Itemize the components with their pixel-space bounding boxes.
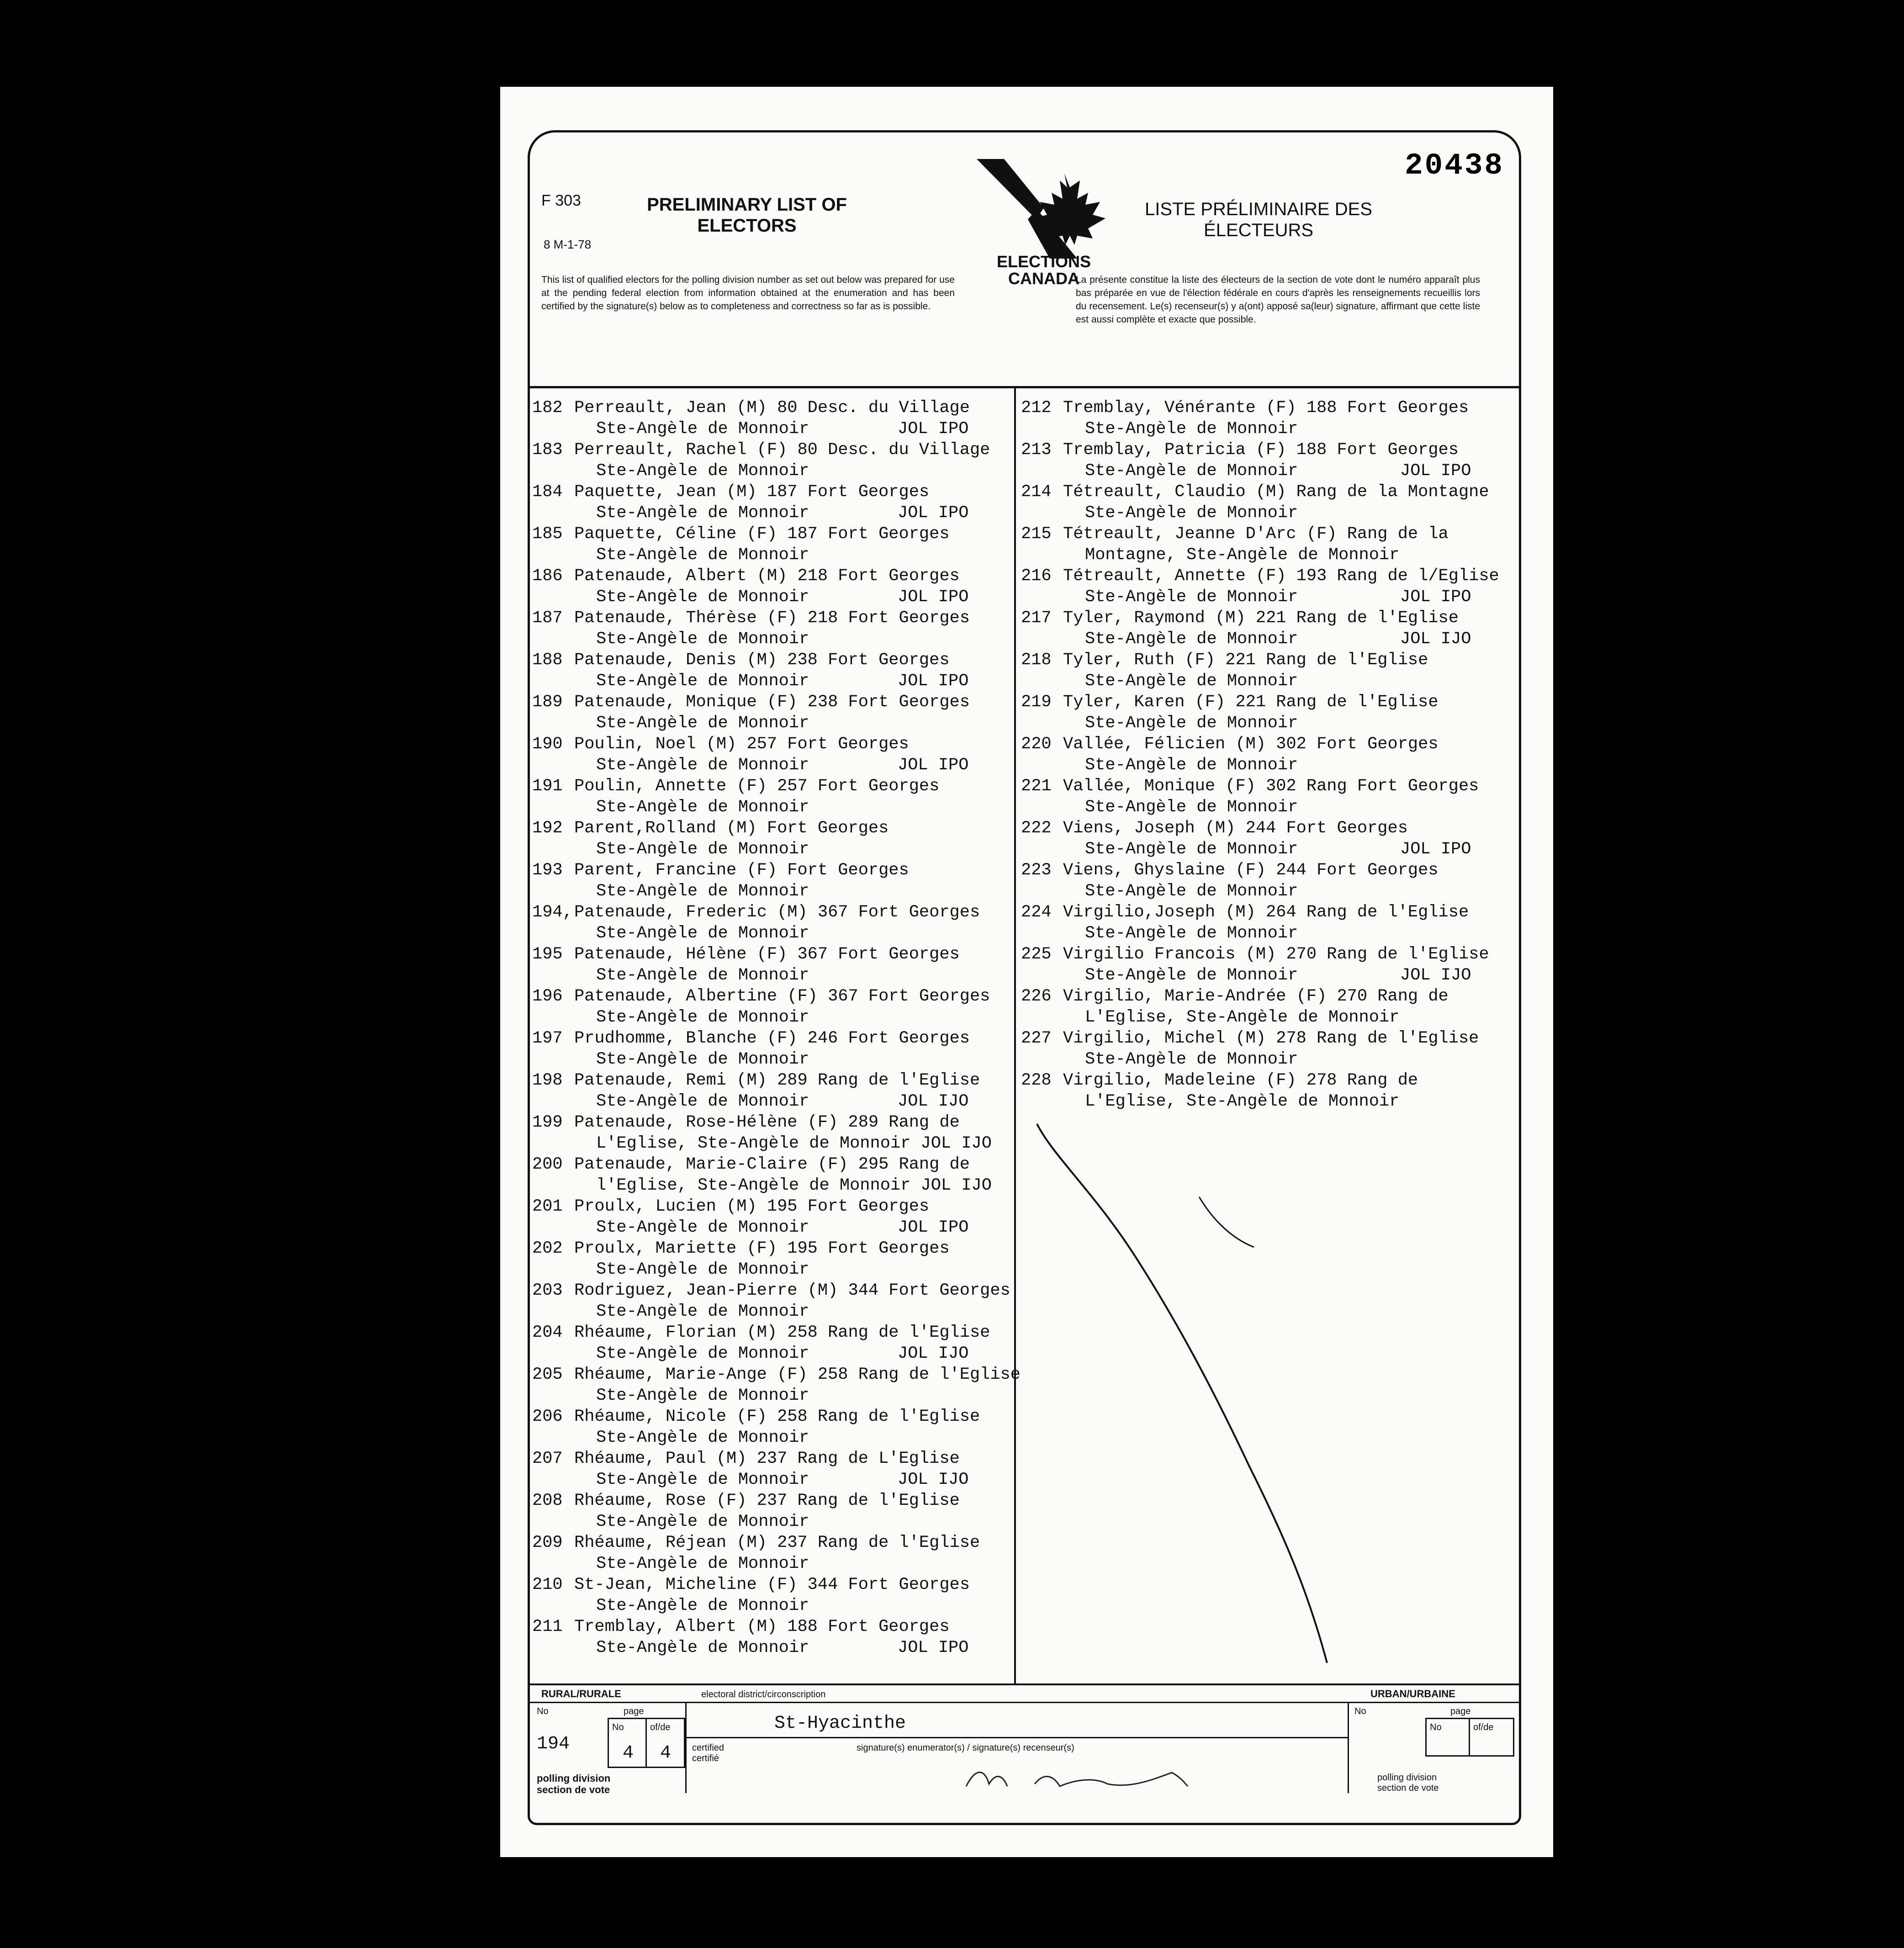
elector-name-address: Patenaude, Albert (M) 218 Fort Georges [574,566,960,586]
column-divider [1014,388,1016,1683]
elector-entry [1021,692,1519,734]
elector-number: 226 [1021,987,1052,1006]
elector-name-address: Tremblay, Vénérante (F) 188 Fort Georges [1063,398,1469,418]
rural-no-label: No [537,1706,549,1716]
elector-entry [532,1322,1012,1364]
svg-text:ELECTIONS: ELECTIONS [996,252,1091,271]
elector-name-address: Tremblay, Patricia (F) 188 Fort Georges [1063,440,1459,460]
elector-name-address: Tyler, Karen (F) 221 Rang de l'Eglise [1063,693,1439,712]
elector-entry [532,986,1012,1028]
elector-entry [532,524,1012,566]
rural-page-no-label: No [612,1722,624,1732]
elector-number: 207 [532,1449,563,1468]
elector-municipality: Ste-Angèle de Monnoir [1085,588,1298,607]
elector-entry [1021,650,1519,692]
elector-entry [532,734,1012,776]
svg-text:CANADA: CANADA [1008,269,1079,288]
elector-name-address: Proulx, Mariette (F) 195 Fort Georges [574,1239,950,1258]
urban-no-label: No [1354,1706,1366,1716]
elector-municipality: Ste-Angèle de Monnoir [1085,672,1298,691]
elector-municipality: Ste-Angèle de Monnoir [596,1596,809,1615]
elector-postal-code: JOL IJO [1400,630,1471,649]
elector-number: 227 [1021,1029,1052,1048]
urban-page-split [1469,1718,1470,1757]
elector-entry [532,944,1012,986]
urban-page-label: page [1450,1706,1471,1716]
elector-entry [532,1364,1021,1406]
elector-municipality: Ste-Angèle de Monnoir [596,1428,809,1447]
elector-number: 189 [532,693,563,712]
elector-postal-code: JOL IJO [1400,966,1471,985]
elector-municipality: Ste-Angèle de Monnoir [1085,419,1298,439]
elector-entry [532,692,1012,734]
elector-name-address: Patenaude, Rose-Hélène (F) 289 Rang de [574,1113,960,1132]
elector-number: 222 [1021,819,1052,838]
elector-municipality: Ste-Angèle de Monnoir [596,1218,809,1237]
elector-entry [532,1490,1012,1532]
elector-number: 197 [532,1029,563,1048]
elector-municipality: Ste-Angèle de Monnoir [596,756,809,775]
elector-postal-code: JOL IPO [898,1638,969,1657]
elector-entry [532,482,1012,524]
elector-number: 193 [532,861,563,880]
elector-name-address: Rhéaume, Marie-Ange (F) 258 Rang de l'Eglise [574,1365,1021,1384]
elector-name-address: Perreault, Jean (M) 80 Desc. du Village [574,398,970,418]
elector-municipality: Ste-Angèle de Monnoir [596,1050,809,1069]
urban-section-vote-label: section de vote [1377,1783,1439,1793]
page-number: 4 [623,1743,634,1763]
elector-name-address: Virgilio Francois (M) 270 Rang de l'Eglise [1063,945,1489,964]
elector-number: 196 [532,987,563,1006]
elector-name-address: Prudhomme, Blanche (F) 246 Fort Georges [574,1029,970,1048]
rural-section-vote-label: section de vote [537,1784,610,1795]
title-english: PRELIMINARY LIST OF ELECTORS [647,195,847,236]
elector-municipality: Ste-Angèle de Monnoir [596,1638,809,1657]
elector-number: 221 [1021,777,1052,796]
elector-entry [532,650,1012,692]
elector-municipality: Ste-Angèle de Monnoir [596,1470,809,1489]
elector-number: 205 [532,1365,563,1384]
elector-entry [532,1028,1012,1070]
elector-municipality: Ste-Angèle de Monnoir [596,503,809,523]
elector-number: 214 [1021,482,1052,502]
form-date: 8 M-1-78 [544,238,592,251]
footer-divider-left [685,1702,687,1793]
elector-entry [532,1448,1012,1490]
elector-entry [532,1070,1012,1112]
elector-municipality: Ste-Angèle de Monnoir [1085,798,1298,817]
elector-municipality: Ste-Angèle de Monnoir [1085,461,1298,481]
elector-municipality: Ste-Angèle de Monnoir [596,545,809,565]
rural-page-label: page [624,1706,644,1716]
elector-number: 215 [1021,524,1052,544]
elector-name-address: Tétreault, Annette (F) 193 Rang de l/Eglise [1063,566,1499,586]
elector-name-address: Rhéaume, Nicole (F) 258 Rang de l'Eglise [574,1407,980,1426]
elector-name-address: Virgilio, Madeleine (F) 278 Rang de [1063,1071,1418,1090]
elector-postal-code: JOL IPO [1400,588,1471,607]
enumerator-signature [957,1759,1195,1795]
elections-canada-logo [968,155,1119,288]
elector-municipality: Ste-Angèle de Monnoir [596,966,809,985]
elector-postal-code: JOL IPO [898,588,969,607]
elector-number: 187 [532,609,563,628]
elector-name-address: Virgilio,Joseph (M) 264 Rang de l'Eglise [1063,903,1469,922]
elector-municipality: Ste-Angèle de Monnoir [596,714,809,733]
elector-number: 206 [532,1407,563,1426]
elector-name-address: Viens, Ghyslaine (F) 244 Fort Georges [1063,861,1439,880]
elector-entry [1021,524,1519,566]
elector-number: 204 [532,1323,563,1342]
urban-polling-division-label: polling division [1377,1773,1437,1783]
elector-number: 195 [532,945,563,964]
elector-entry [532,439,1012,482]
elector-entry [532,1238,1012,1280]
elector-entry [1021,776,1519,818]
elector-name-address: Rhéaume, Réjean (M) 237 Rang de l'Eglise [574,1533,980,1552]
elector-entry [532,1112,1012,1154]
elector-municipality: Ste-Angèle de Monnoir [596,1386,809,1405]
elector-number: 203 [532,1281,563,1300]
elector-entry [532,1196,1012,1238]
elector-name-address: Virgilio, Michel (M) 278 Rang de l'Eglise [1063,1029,1479,1048]
elector-entry [1021,439,1519,482]
elector-name-address: Viens, Joseph (M) 244 Fort Georges [1063,819,1408,838]
elector-number: 198 [532,1071,563,1090]
elector-name-address: Patenaude, Monique (F) 238 Fort Georges [574,693,970,712]
elector-name-address: Virgilio, Marie-Andrée (F) 270 Rang de [1063,987,1449,1006]
elector-name-address: Parent, Francine (F) Fort Georges [574,861,909,880]
elector-name-address: Patenaude, Frederic (M) 367 Fort Georges [574,903,980,922]
elector-entry [1021,1070,1519,1112]
elector-name-address: Paquette, Jean (M) 187 Fort Georges [574,482,930,502]
elector-number: 199 [532,1113,563,1132]
elector-municipality: Ste-Angèle de Monnoir [1085,840,1298,859]
elector-number: 223 [1021,861,1052,880]
elector-municipality: L'Eglise, Ste-Angèle de Monnoir [1085,1008,1400,1027]
elector-municipality: Ste-Angèle de Monnoir [1085,756,1298,775]
elector-number: 194, [532,903,573,922]
elector-entry [532,1406,1012,1448]
elector-entry [1021,734,1519,776]
elector-number: 202 [532,1239,563,1258]
elector-municipality: Ste-Angèle de Monnoir [596,588,809,607]
elector-number: 218 [1021,651,1052,670]
electors-column-right [1021,397,1519,1112]
elector-postal-code: JOL IJO [898,1092,969,1111]
elector-number: 200 [532,1155,563,1174]
elector-municipality: Montagne, Ste-Angèle de Monnoir [1085,545,1400,565]
elector-name-address: Tétreault, Claudio (M) Rang de la Montagne [1063,482,1489,502]
urban-page-of-label: of/de [1473,1722,1494,1732]
elector-municipality: L'Eglise, Ste-Angèle de Monnoir [1085,1092,1400,1111]
elector-postal-code: JOL IPO [1400,461,1471,481]
elector-postal-code: JOL IPO [898,672,969,691]
elector-number: 228 [1021,1071,1052,1090]
footer-divider-right [1348,1702,1349,1793]
footer-divider [530,1683,1521,1685]
elector-municipality: Ste-Angèle de Monnoir [596,1260,809,1279]
elector-entry [1021,818,1519,860]
elector-name-address: Poulin, Noel (M) 257 Fort Georges [574,735,909,754]
elector-entry [532,902,1012,944]
polling-division-number: 194 [537,1734,570,1754]
elector-postal-code: JOL IPO [898,503,969,523]
intro-text-english: This list of qualified electors for the polling division number as set out below was prepared for use at the pending federal election from information obtained at the enumeration and has been certified by the signature(s) below as to completeness and correctness so far as is possible. [541,275,955,312]
elector-number: 191 [532,777,563,796]
electoral-district-label: electoral district/circonscription [701,1689,826,1699]
elector-name-address: Parent,Rolland (M) Fort Georges [574,819,889,838]
elector-name-address: Poulin, Annette (F) 257 Fort Georges [574,777,940,796]
elector-number: 225 [1021,945,1052,964]
elector-name-address: Tyler, Raymond (M) 221 Rang de l'Eglise [1063,609,1459,628]
certifie-label: certifié [692,1753,719,1763]
elector-number: 213 [1021,440,1052,460]
elector-entry [1021,608,1519,650]
elector-municipality: Ste-Angèle de Monnoir [1085,630,1298,649]
elector-municipality: l'Eglise, Ste-Angèle de Monnoir JOL IJO [596,1176,992,1195]
elector-name-address: Rhéaume, Rose (F) 237 Rang de l'Eglise [574,1491,960,1510]
elector-municipality: Ste-Angèle de Monnoir [596,1302,809,1321]
page-total: 4 [660,1743,672,1763]
elector-name-address: Patenaude, Albertine (F) 367 Fort Georges [574,987,990,1006]
elector-entry [1021,397,1519,439]
footer-row-line [530,1702,1521,1703]
form-code: F 303 [541,192,581,209]
elector-name-address: Rhéaume, Florian (M) 258 Rang de l'Eglise [574,1323,990,1342]
elector-municipality: Ste-Angèle de Monnoir [596,1512,809,1531]
elector-name-address: Patenaude, Marie-Claire (F) 295 Rang de [574,1155,970,1174]
elector-number: 209 [532,1533,563,1552]
elector-postal-code: JOL IPO [898,419,969,439]
elector-entry [1021,986,1519,1028]
district-line [685,1737,1348,1738]
elector-entry [532,776,1012,818]
document-sheet [500,87,1553,1857]
elector-number: 184 [532,482,563,502]
elector-municipality: Ste-Angèle de Monnoir [596,1008,809,1027]
elector-municipality: Ste-Angèle de Monnoir [1085,966,1298,985]
elector-name-address: Patenaude, Remi (M) 289 Rang de l'Eglise [574,1071,980,1090]
serial-number: 20438 [1405,148,1505,183]
elector-municipality: Ste-Angèle de Monnoir [1085,882,1298,901]
elector-name-address: Patenaude, Thérèse (F) 218 Fort Georges [574,609,970,628]
elector-municipality: Ste-Angèle de Monnoir [1085,1050,1298,1069]
elector-municipality: Ste-Angèle de Monnoir [596,798,809,817]
elector-entry [532,397,1012,439]
elector-name-address: Tétreault, Jeanne D'Arc (F) Rang de la [1063,524,1449,544]
electors-column-left [532,397,1021,1658]
title-french: LISTE PRÉLIMINAIRE DES ÉLECTEURS [1145,199,1372,240]
rural-label: RURAL/RURALE [541,1688,621,1699]
elector-name-address: Patenaude, Hélène (F) 367 Fort Georges [574,945,960,964]
elector-entry [1021,566,1519,608]
elector-name-address: Vallée, Monique (F) 302 Rang Fort Georges [1063,777,1479,796]
elector-number: 192 [532,819,563,838]
urban-label: URBAN/URBAINE [1370,1688,1455,1699]
elector-number: 190 [532,735,563,754]
elector-number: 212 [1021,398,1052,418]
elector-postal-code: JOL IPO [898,1218,969,1237]
elector-entry [532,860,1012,902]
elector-municipality: Ste-Angèle de Monnoir [596,840,809,859]
elector-entry [1021,482,1519,524]
elector-postal-code: JOL IPO [1400,840,1471,859]
elector-name-address: St-Jean, Micheline (F) 344 Fort Georges [574,1575,970,1594]
rural-page-of-label: of/de [650,1722,671,1732]
elector-municipality: Ste-Angèle de Monnoir [596,461,809,481]
elector-name-address: Rhéaume, Paul (M) 237 Rang de L'Eglise [574,1449,960,1468]
elector-municipality: L'Eglise, Ste-Angèle de Monnoir JOL IJO [596,1134,992,1153]
elector-number: 208 [532,1491,563,1510]
elector-postal-code: JOL IPO [898,756,969,775]
elector-entry [532,1616,1012,1658]
header-divider [530,386,1521,388]
elector-number: 217 [1021,609,1052,628]
elector-name-address: Tyler, Ruth (F) 221 Rang de l'Eglise [1063,651,1428,670]
urban-page-no-label: No [1430,1722,1442,1732]
elector-entry [1021,944,1519,986]
elector-name-address: Paquette, Céline (F) 187 Fort Georges [574,524,950,544]
elector-entry [532,1574,1012,1616]
elector-entry [1021,902,1519,944]
elector-entry [1021,1028,1519,1070]
elector-entry [532,608,1012,650]
elector-number: 224 [1021,903,1052,922]
elector-municipality: Ste-Angèle de Monnoir [596,1554,809,1573]
elector-municipality: Ste-Angèle de Monnoir [596,924,809,943]
elector-postal-code: JOL IJO [898,1470,969,1489]
elector-name-address: Proulx, Lucien (M) 195 Fort Georges [574,1197,930,1216]
elector-entry [532,1532,1012,1574]
elector-name-address: Perreault, Rachel (F) 80 Desc. du Village [574,440,990,460]
elector-entry [532,1154,1012,1196]
elector-municipality: Ste-Angèle de Monnoir [596,1344,809,1363]
elector-name-address: Rodriguez, Jean-Pierre (M) 344 Fort Georges [574,1281,1010,1300]
elector-number: 220 [1021,735,1052,754]
elector-municipality: Ste-Angèle de Monnoir [1085,503,1298,523]
elector-municipality: Ste-Angèle de Monnoir [596,882,809,901]
elector-number: 188 [532,651,563,670]
elector-entry [1021,860,1519,902]
elector-number: 210 [532,1575,563,1594]
elector-name-address: Tremblay, Albert (M) 188 Fort Georges [574,1617,950,1636]
elector-entry [532,818,1012,860]
signature-label: signature(s) enumerator(s) / signature(s) recenseur(s) [857,1743,1074,1753]
elector-municipality: Ste-Angèle de Monnoir [596,630,809,649]
elector-municipality: Ste-Angèle de Monnoir [1085,714,1298,733]
elector-municipality: Ste-Angèle de Monnoir [596,672,809,691]
elector-municipality: Ste-Angèle de Monnoir [1085,924,1298,943]
elector-number: 219 [1021,693,1052,712]
rural-page-split [645,1718,647,1768]
elector-number: 186 [532,566,563,586]
elector-number: 211 [532,1617,563,1636]
elector-number: 182 [532,398,563,418]
elector-number: 216 [1021,566,1052,586]
elector-name-address: Patenaude, Denis (M) 238 Fort Georges [574,651,950,670]
elector-entry [532,566,1012,608]
elector-municipality: Ste-Angèle de Monnoir [596,1092,809,1111]
elector-number: 201 [532,1197,563,1216]
certified-label: certified [692,1743,725,1753]
rural-polling-division-label: polling division [537,1773,611,1784]
elector-postal-code: JOL IJO [898,1344,969,1363]
elector-municipality: Ste-Angèle de Monnoir [596,419,809,439]
intro-text-french: La présente constitue la liste des électeurs de la section de vote dont le numéro apparaît plus bas préparée en vue de l'élection fédérale en cours d'après les renseignements recueillis lors du recensement. Le(s) recenseur(s) y a(ont) apposé sa(leur) signature, affirmant que cette liste est aussi complète et exacte que possible. [1076,275,1480,325]
elector-number: 183 [532,440,563,460]
electoral-district-value: St-Hyacinthe [774,1713,906,1734]
elector-number: 185 [532,524,563,544]
elector-entry [532,1280,1012,1322]
elector-name-address: Vallée, Félicien (M) 302 Fort Georges [1063,735,1439,754]
